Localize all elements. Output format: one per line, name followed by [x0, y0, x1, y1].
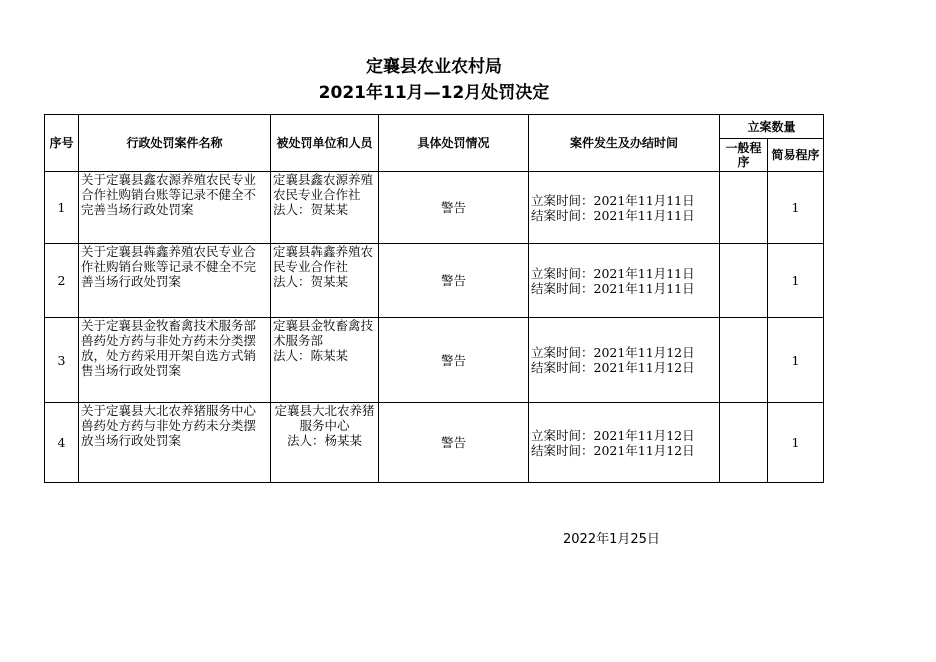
row-general-count	[720, 172, 768, 244]
table-row	[45, 318, 824, 403]
row-close-time: 结案时间：2021年11月11日	[531, 207, 695, 223]
header-case-name: 行政处罚案件名称	[79, 115, 271, 172]
row-party: 定襄县鑫农源养殖农民专业合作社 法人：贺某某	[271, 172, 379, 244]
penalty-table	[44, 114, 824, 483]
row-general-count	[720, 403, 768, 483]
row-open-time: 立案时间：2021年11月12日	[531, 345, 695, 360]
header-general: 一般程序	[720, 139, 768, 172]
row-case-name: 关于定襄县金牧畜禽技术服务部兽药处方药与非处方药未分类摆放，处方药采用开架自选方式销售当场行政处罚案	[79, 318, 271, 403]
row-simple-count: 1	[768, 318, 824, 403]
row-index: 3	[45, 318, 79, 403]
table-row	[45, 244, 824, 318]
row-party: 定襄县犇鑫养殖农民专业合作社 法人：贺某某	[271, 244, 379, 318]
row-detail: 警告	[379, 403, 529, 483]
document-subtitle: 2021年11月—12月处罚决定	[318, 83, 550, 103]
row-case-name: 关于定襄县大北农养猪服务中心兽药处方药与非处方药未分类摆放当场行政处罚案	[79, 403, 271, 483]
row-time	[529, 172, 720, 244]
document-title: 定襄县农业农村局	[366, 57, 502, 77]
row-close-time: 结案时间：2021年11月11日	[531, 280, 695, 296]
table-row	[45, 403, 824, 483]
footer-date: 2022年1月25日	[563, 532, 660, 547]
row-simple-count: 1	[768, 244, 824, 318]
row-open-time: 立案时间：2021年11月11日	[531, 192, 695, 208]
row-index: 2	[45, 244, 79, 318]
row-party: 定襄县大北农养猪服务中心 法人：杨某某	[271, 403, 379, 483]
row-detail: 警告	[379, 172, 529, 244]
header-count-group: 立案数量	[720, 115, 824, 139]
header-index: 序号	[45, 115, 79, 172]
row-time	[529, 403, 720, 483]
row-time	[529, 318, 720, 403]
row-close-time: 结案时间：2021年11月12日	[531, 442, 695, 458]
table-row	[45, 172, 824, 244]
row-party: 定襄县金牧畜禽技术服务部 法人：陈某某	[271, 318, 379, 403]
header-party: 被处罚单位和人员	[271, 115, 379, 172]
row-detail: 警告	[379, 318, 529, 403]
row-case-name: 关于定襄县犇鑫养殖农民专业合作社购销台账等记录不健全不完善当场行政处罚案	[79, 244, 271, 318]
row-open-time: 立案时间：2021年11月11日	[531, 265, 695, 281]
row-simple-count: 1	[768, 403, 824, 483]
row-general-count	[720, 318, 768, 403]
row-general-count	[720, 244, 768, 318]
row-close-time: 结案时间：2021年11月12日	[531, 360, 695, 375]
row-time	[529, 244, 720, 318]
row-index: 4	[45, 403, 79, 483]
row-detail: 警告	[379, 244, 529, 318]
header-detail: 具体处罚情况	[379, 115, 529, 172]
row-case-name: 关于定襄县鑫农源养殖农民专业合作社购销台账等记录不健全不完善当场行政处罚案	[79, 172, 271, 244]
header-time: 案件发生及办结时间	[529, 115, 720, 172]
row-index: 1	[45, 172, 79, 244]
row-simple-count: 1	[768, 172, 824, 244]
header-simple: 简易程序	[768, 139, 824, 172]
row-open-time: 立案时间：2021年11月12日	[531, 427, 695, 443]
